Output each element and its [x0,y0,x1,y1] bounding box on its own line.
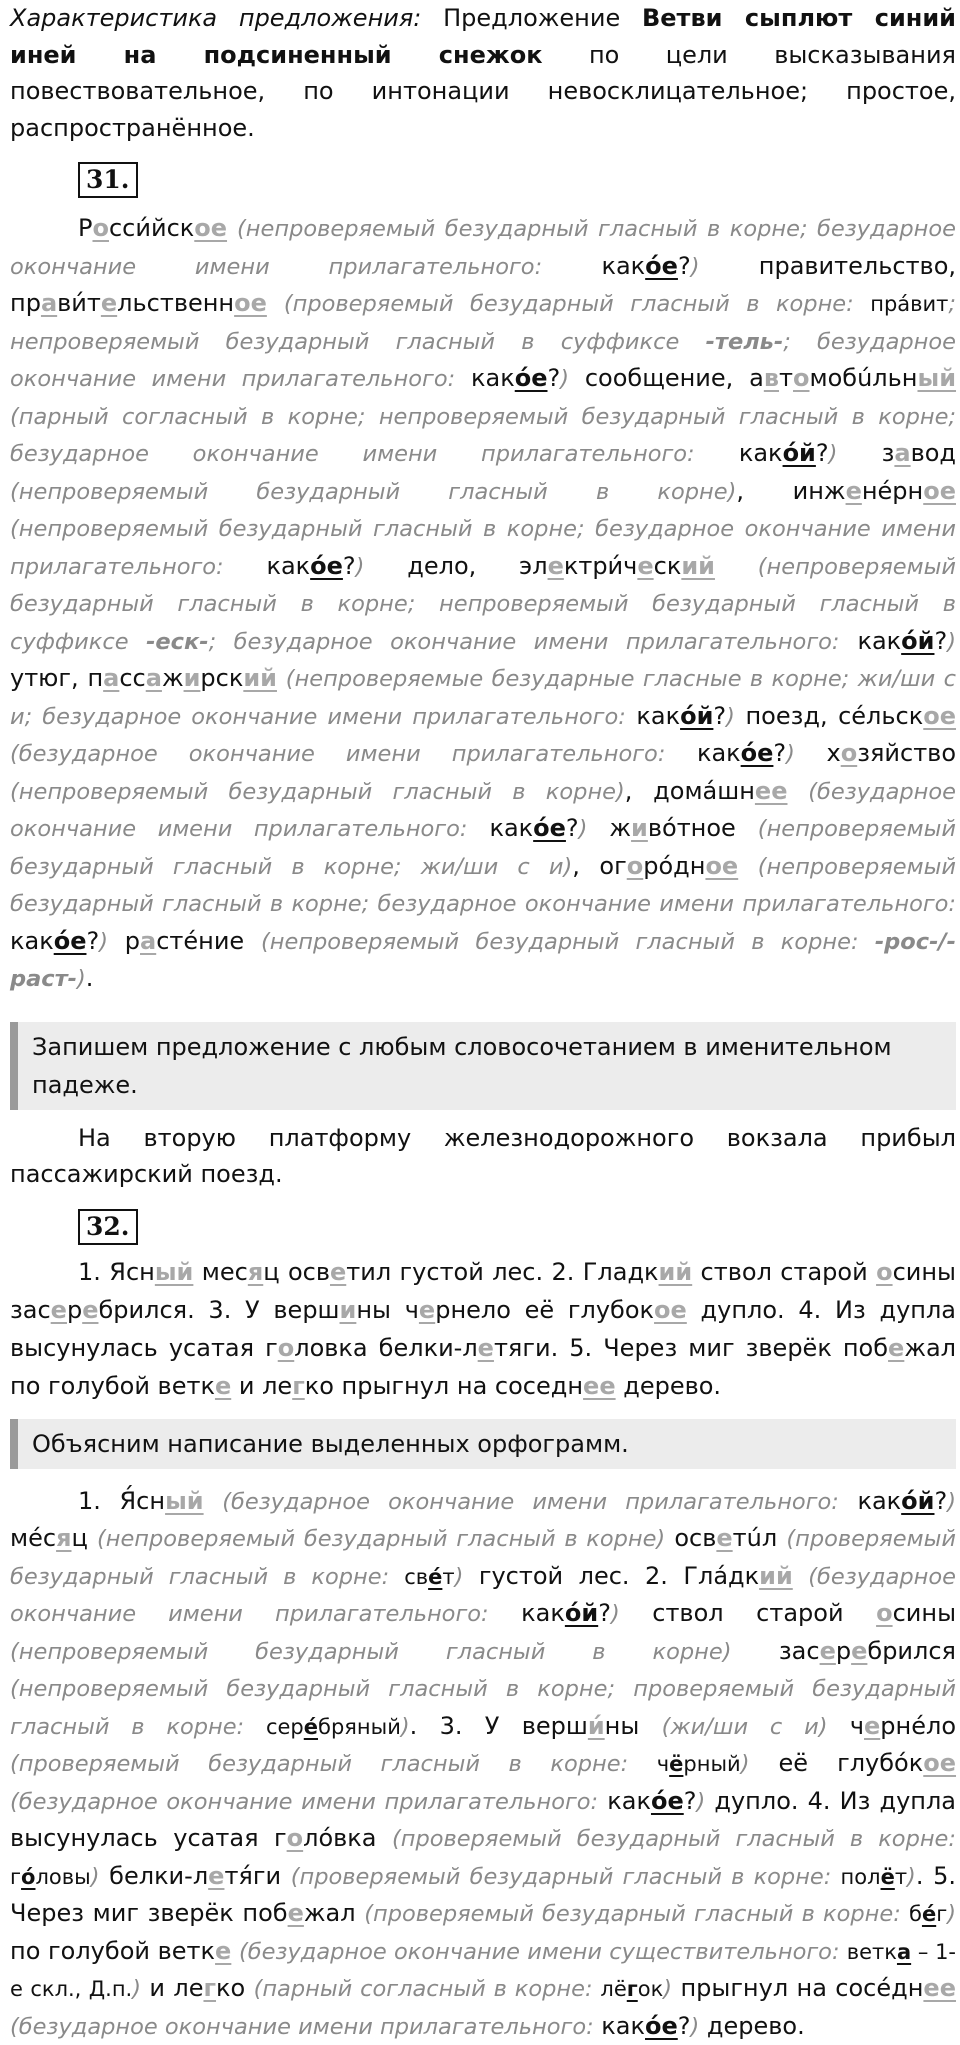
exercise-number-31: 31. [78,162,138,198]
analyzed-sentence: Ветви сыплют синий иней на подсиненный снежок [10,4,956,69]
characteristic-lead: Характеристика предложения: [10,4,421,32]
exercise-32-text: 1. Ясный месяц осветил густой лес. 2. Гладкий ствол старой осины засеребрился. 3. У вершины чернело её глубокое дупло. 4. Из дупла высунулась усатая головка белки-летяги. 5. Через миг зверёк побежал по голубой ветке и легко прыгнул на соседнее дерево. [10,1253,956,1405]
document-page [10,0,956,2045]
exercise-32-task-banner: Объясним написание выделенных орфограмм. [10,1419,956,1469]
exercise-32-header [10,1193,956,1245]
exercise-31-explanation: Росси́йское (непроверяемый безударный гласный в корне; безударное окончание имени прилагательного: како́е?) правительство, прави́тельственное (проверяемый безударный гласный в корне: пра́вит; непроверяемый безударный гласный в суффиксе -тель-; безударное окончание имени прилагательного: како́е?) сообщение, автомобúльный (парный согласный в корне; непроверяемый безударный гласный в корне; безударное окончание имени прилагательного: како́й?) завод (непроверяемый безударный гласный в корне), инженéрное (непроверяемый безударный гласный в корне; безударное окончание имени прилагательного: како́е?) дело, электри́ческий (непроверяемый безударный гласный в корне; непроверяемый безударный гласный в суффиксе -еск-; безударное окончание имени прилагательного: како́й?) утюг, пассажирский (непроверяемые безударные гласные в корне; жи/ши с и; безударное окончание имени прилагательного: како́й?) поезд, сéльское (безударное окончание имени прилагательного: како́е?) хозяйство (непроверяемый безударный гласный в корне), домáшнее (безударное окончание имени прилагательного: како́е?) живóтное (непроверяемый безударный гласный в корне; жи/ши с и), огорóдное (непроверяемый безударный гласный в корне; безударное окончание имени прилагательного: како́е?) растéние (непроверяемый безударный гласный в корне: -рос-/-раст-). [10,210,956,998]
exercise-31-example: На вторую платформу железнодорожного вокзала прибыл пассажирский поезд. [10,1120,956,1193]
exercise-number-32: 32. [78,1209,138,1245]
sentence-characteristic: Характеристика предложения: Предложение Ветви сыплют синий иней на подсиненный снежок по цели высказывания повествовательное, по интонации невосклицательное; простое, распространённое. [10,0,956,146]
exercise-32-explanation: 1. Я́сный (безударное окончание имени прилагательного: како́й?) мéсяц (непроверяемый безударный гласный в корне) осветúл (проверяемый безударный гласный в корне: све́т) густой лес. 2. Глáдкий (безударное окончание имени прилагательного: како́й?) ствол старой осины (непроверяемый безударный гласный в корне) засеребрился (непроверяемый безударный гласный в корне; проверяемый безударный гласный в корне: сере́бряный). 3. У верши́ны (жи/ши с и) чернéло (проверяемый безударный гласный в корне: чёрный) её глубóкое (безударное окончание имени прилагательного: како́е?) дупло. 4. Из дупла высунулась усатая голóвка (проверяемый безударный гласный в корне: го́ловы) белки-летя́ги (проверяемый безударный гласный в корне: полёт). 5. Через миг зверёк побежал (проверяемый безударный гласный в корне: бе́г) по голубой ветке (безударное окончание имени существительного: ветка – 1-е скл., Д.п.) и легко (парный согласный в корне: лёгок) прыгнул на сосéднее (безударное окончание имени прилагательного: како́е?) дерево. [10,1483,956,2045]
exercise-31-header [10,146,956,198]
exercise-31-task-banner: Запишем предложение с любым словосочетанием в именительном падеже. [10,1022,956,1110]
